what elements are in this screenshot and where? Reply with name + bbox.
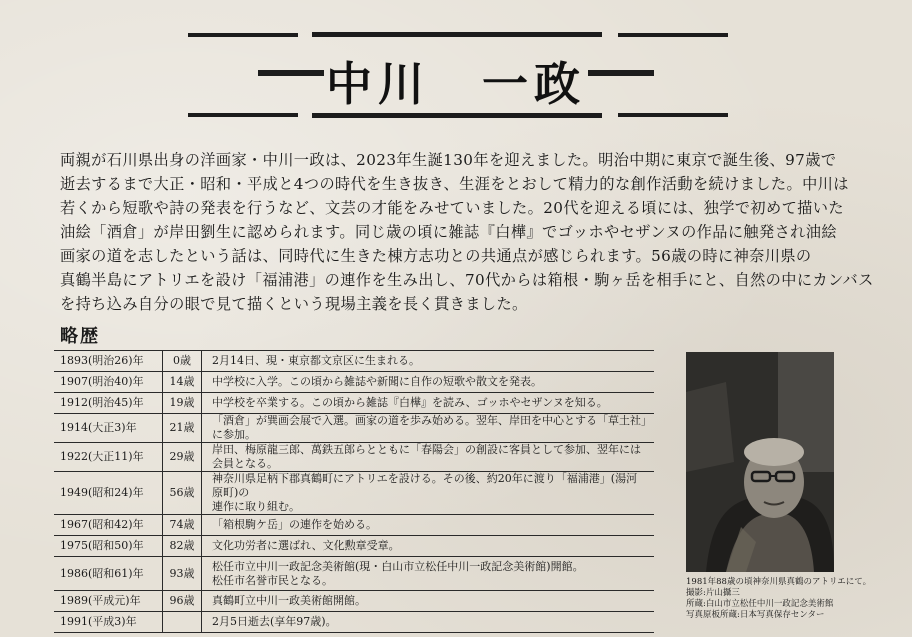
timeline-event-line: 「箱根駒ケ岳」の連作を始める。 bbox=[212, 518, 377, 531]
bio-line: 逝去するまで大正・昭和・平成と4つの時代を生き抜き、生涯をとおして精力的な創作活動を続けました。中川は bbox=[60, 175, 849, 193]
timeline-event-line: 中学校を卒業する。この頃から雑誌『白樺』を読み、ゴッホやセザンヌを知る。 bbox=[212, 396, 608, 409]
timeline-event bbox=[202, 536, 655, 557]
timeline-row bbox=[54, 393, 654, 414]
timeline-event bbox=[202, 591, 655, 612]
timeline-row bbox=[54, 351, 654, 372]
biography-paragraph bbox=[60, 148, 874, 316]
timeline-table bbox=[54, 350, 654, 633]
portrait-image bbox=[686, 352, 834, 572]
top-rule-right bbox=[618, 33, 728, 37]
timeline-age: 21歳 bbox=[163, 414, 202, 443]
timeline-age: 93歳 bbox=[163, 557, 202, 591]
timeline-event-line: 連作に取り組む。 bbox=[212, 500, 300, 513]
timeline-age: 14歳 bbox=[163, 372, 202, 393]
timeline-row bbox=[54, 536, 654, 557]
timeline-age: 19歳 bbox=[163, 393, 202, 414]
bio-line: 両親が石川県出身の洋画家・中川一政は、2023年生誕130年を迎えました。明治中期に東京で誕生後、97歳で bbox=[60, 151, 837, 169]
timeline-row bbox=[54, 443, 654, 472]
timeline-year: 1912(明治45)年 bbox=[54, 393, 163, 414]
timeline-event-line: 真鶴町立中川一政美術館開館。 bbox=[212, 594, 366, 607]
timeline-event-line: 神奈川県足柄下郡真鶴町にアトリエを設ける。その後、約20年に渡り「福浦港」(湯河原町)の bbox=[212, 472, 638, 499]
timeline-event-line: 岸田、梅原龍三郎、萬鉄五郎らとともに「春陽会」の創設に客員として参加、翌年には会員となる。 bbox=[212, 443, 641, 470]
timeline-row bbox=[54, 472, 654, 515]
caption-line: 撮影:片山攝三 bbox=[686, 588, 740, 598]
timeline-event bbox=[202, 351, 655, 372]
photo-caption bbox=[686, 577, 906, 621]
timeline-year: 1967(昭和42)年 bbox=[54, 515, 163, 536]
timeline-event bbox=[202, 443, 655, 472]
timeline-year: 1922(大正11)年 bbox=[54, 443, 163, 472]
timeline-year: 1907(明治40)年 bbox=[54, 372, 163, 393]
timeline-event-line: 松任市立中川一政記念美術館(現・白山市立松任中川一政記念美術館)開館。 bbox=[212, 559, 584, 573]
timeline-year: 1914(大正3)年 bbox=[54, 414, 163, 443]
timeline-heading: 略歴 bbox=[60, 326, 100, 347]
timeline-age: 29歳 bbox=[163, 443, 202, 472]
timeline-year: 1991(平成3)年 bbox=[54, 612, 163, 633]
timeline-year: 1949(昭和24)年 bbox=[54, 472, 163, 515]
bio-line: 真鶴半島にアトリエを設け「福浦港」の連作を生み出し、70代からは箱根・駒ヶ岳を相手にと、自然の中にカンバス bbox=[60, 271, 874, 289]
top-rule-center bbox=[312, 32, 602, 37]
timeline-age: 74歳 bbox=[163, 515, 202, 536]
caption-line: 所蔵:白山市立松任中川一政記念美術館 bbox=[686, 599, 834, 609]
timeline-event-line: 文化功労者に選ばれ、文化勲章受章。 bbox=[212, 539, 400, 552]
timeline-row bbox=[54, 557, 654, 591]
timeline-year: 1989(平成元)年 bbox=[54, 591, 163, 612]
timeline-row bbox=[54, 591, 654, 612]
timeline-event-line: 松任市名誉市民となる。 bbox=[212, 573, 333, 587]
timeline-age: 96歳 bbox=[163, 591, 202, 612]
timeline-event bbox=[202, 472, 655, 515]
bio-line: 画家の道を志したという話は、同時代に生きた棟方志功との共通点が感じられます。56歳の時に神奈川県の bbox=[60, 247, 812, 265]
timeline-event-line: 2月14日、現・東京都文京区に生まれる。 bbox=[212, 354, 420, 367]
top-rule-left bbox=[188, 33, 298, 37]
portrait-photo bbox=[686, 352, 834, 572]
timeline-age: 0歳 bbox=[163, 351, 202, 372]
timeline-year: 1986(昭和61)年 bbox=[54, 557, 163, 591]
timeline-event bbox=[202, 515, 655, 536]
timeline-event bbox=[202, 414, 655, 443]
timeline-row bbox=[54, 612, 654, 633]
timeline-year: 1975(昭和50)年 bbox=[54, 536, 163, 557]
timeline-year: 1893(明治26)年 bbox=[54, 351, 163, 372]
timeline-event bbox=[202, 557, 655, 591]
timeline-event bbox=[202, 372, 655, 393]
timeline-age bbox=[163, 612, 202, 633]
timeline-row bbox=[54, 515, 654, 536]
timeline-body bbox=[54, 351, 654, 633]
timeline-event bbox=[202, 612, 655, 633]
timeline-row bbox=[54, 372, 654, 393]
bio-line: 若くから短歌や詩の発表を行うなど、文芸の才能をみせていました。20代を迎える頃には、独学で初めて描いた bbox=[60, 199, 844, 217]
caption-line: 1981年88歳の頃神奈川県真鶴のアトリエにて。 bbox=[686, 577, 872, 587]
timeline-event bbox=[202, 393, 655, 414]
bio-line: を持ち込み自分の眼で見て描くという現場主義を長く貫きました。 bbox=[60, 295, 528, 313]
timeline-age: 56歳 bbox=[163, 472, 202, 515]
timeline-row bbox=[54, 414, 654, 443]
timeline-event-line: 中学校に入学。この頃から雑誌や新聞に自作の短歌や散文を発表。 bbox=[212, 375, 542, 388]
page-title: 中川 一政 bbox=[326, 57, 586, 111]
timeline-event-line: 2月5日逝去(享年97歳)。 bbox=[212, 615, 337, 628]
timeline-age: 82歳 bbox=[163, 536, 202, 557]
timeline-event-line: 「酒倉」が巽画会展で入選。画家の道を歩み始める。翌年、岸田を中心とする「草土社」に参加。 bbox=[212, 414, 647, 441]
caption-line: 写真原板所蔵:日本写真保存センター bbox=[686, 610, 825, 620]
bio-line: 油絵「酒倉」が岸田劉生に認められます。同じ歳の頃に雑誌『白樺』でゴッホやセザンヌの作品に触発され油絵 bbox=[60, 223, 837, 241]
